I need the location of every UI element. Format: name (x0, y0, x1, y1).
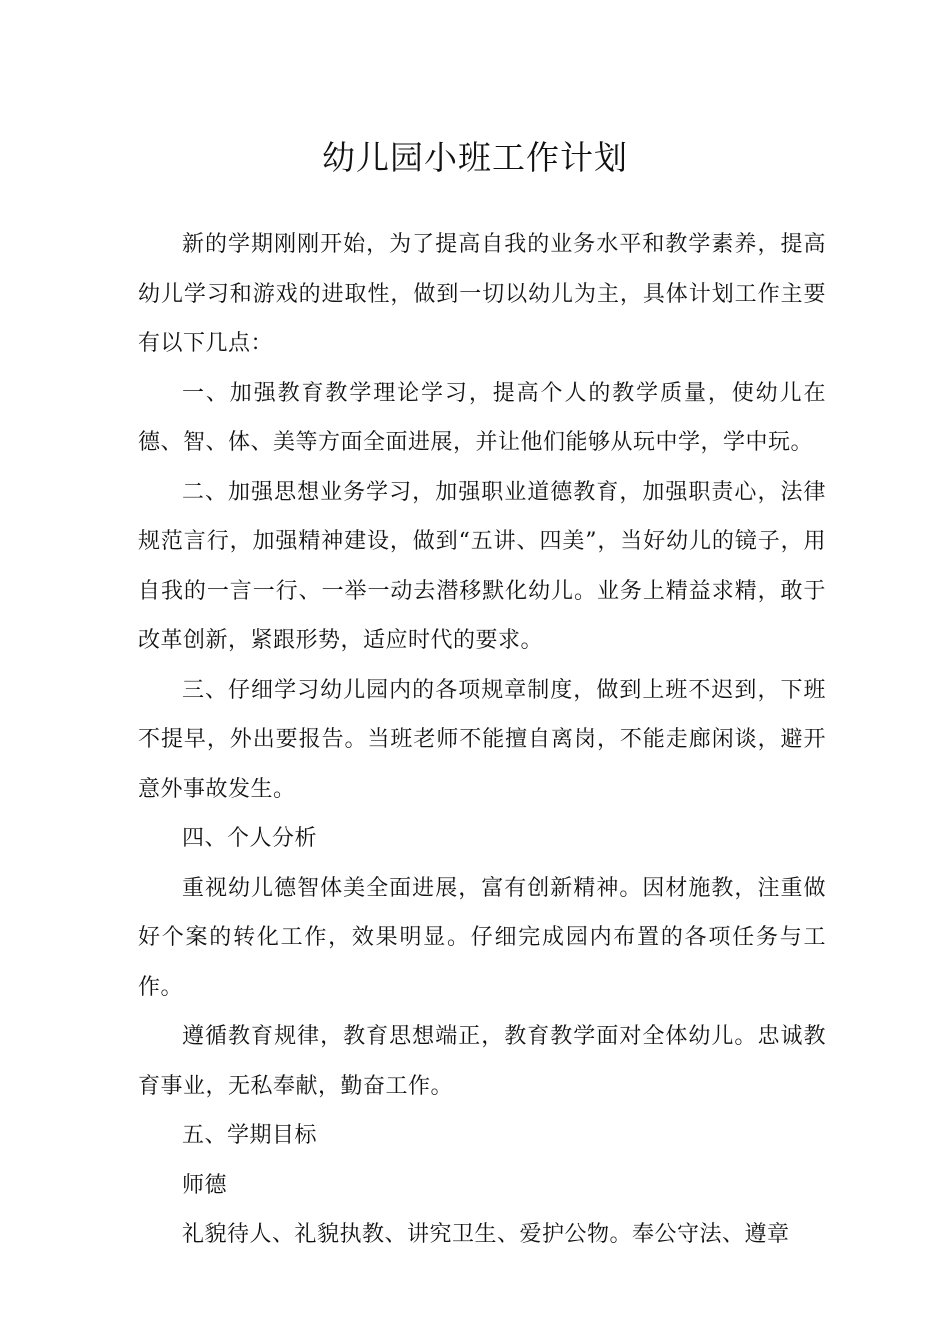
section-2-paragraph: 二、加强思想业务学习，加强职业道德教育，加强职责心，法律规范言行，加强精神建设，做到“五讲、四美”，当好幼儿的镜子，用自我的一言一行、一举一动去潜移默化幼儿。业务上精益求精，敢于改革创新，紧跟形势，适应时代的要求。 (138, 479, 826, 653)
analysis-paragraph-1: 重视幼儿德智体美全面进展，富有创新精神。因材施教，注重做好个案的转化工作，效果明显。仔细完成园内布置的各项任务与工作。 (138, 875, 826, 1000)
intro-paragraph: 新的学期刚刚开始，为了提高自我的业务水平和教学素养，提高幼儿学习和游戏的进取性，做到一切以幼儿为主，具体计划工作主要有以下几点： (138, 232, 826, 356)
analysis-paragraph-2: 遵循教育规律，教育思想端正，教育教学面对全体幼儿。忠诚教育事业，无私奉献，勤奋工作。 (138, 1024, 826, 1099)
document-title: 幼儿园小班工作计划 (322, 138, 628, 177)
section-1-paragraph: 一、加强教育教学理论学习，提高个人的教学质量，使幼儿在德、智、体、美等方面全面进展，并让他们能够从玩中学，学中玩。 (138, 380, 826, 455)
section-5-heading: 五、学期目标 (182, 1123, 318, 1148)
section-3-paragraph: 三、仔细学习幼儿园内的各项规章制度，做到上班不迟到，下班不提早，外出要报告。当班老师不能擅自离岗，不能走廊闲谈，避开意外事故发生。 (138, 677, 826, 802)
subheading-ethics: 师德 (182, 1172, 228, 1198)
document-body (138, 220, 826, 1260)
section-4-heading: 四、个人分析 (182, 826, 318, 851)
ethics-paragraph: 礼貌待人、礼貌执教、讲究卫生、爱护公物。奉公守法、遵章 (182, 1222, 790, 1247)
